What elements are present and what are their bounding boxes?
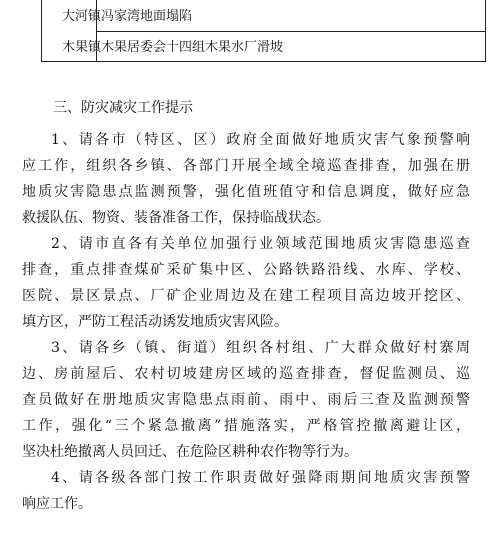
paragraph-1 [22,127,470,231]
paragraph-line: 填方区，严防工程活动诱发地质灾害风险。 [22,314,288,330]
paragraph-line: 1、请各市（特区、区）政府全面做好地质灾害气象预警响 [51,132,470,148]
section-heading: 三、防灾减灾工作提示 [53,100,193,116]
paragraph-line: 工作，强化“三个紧急撤离”措施落实，严格管控撤离避让区， [22,418,470,434]
paragraph-3 [22,335,470,465]
paragraph-line: 排查，重点排查煤矿采矿集中区、公路铁路沿线、水库、学校、 [22,262,470,278]
table-cell-hazard-1: 大河镇冯家湾地面塌陷 [62,9,193,24]
paragraph-line: 边、房前屋后、农村切坡建房区域的巡查排查，督促监测员、巡 [22,366,470,382]
table-row-divider [96,31,485,32]
table-cell-hazard-2: 木果镇木果居委会十四组木果水厂滑坡 [62,40,284,55]
paragraph-2 [22,231,470,335]
paragraph-line: 4、请各级各部门按工作职责做好强降雨期间地质灾害预警 [51,470,470,486]
paragraph-line: 医院、景区景点、厂矿企业周边及在建工程项目高边坡开挖区、 [22,288,470,304]
paragraph-line: 应工作，组织各乡镇、各部门开展全域全境巡查排查，加强在册 [22,158,470,174]
paragraph-line: 3、请各乡（镇、街道）组织各村组、广大群众做好村寨周 [51,340,470,356]
paragraph-line: 坚决杜绝撤离人员回迁、在危险区耕种农作物等行为。 [22,444,358,460]
paragraph-4 [22,465,470,517]
paragraph-line: 查员做好在册地质灾害隐患点雨前、雨中、雨后三查及监测预警 [22,392,470,408]
paragraph-line: 救援队伍、物资、装备准备工作，保持临战状态。 [22,210,330,226]
paragraph-line: 地质灾害隐患点监测预警，强化值班值守和信息调度，做好应急 [22,184,470,200]
paragraph-line: 响应工作。 [22,496,92,512]
paragraph-line: 2、请市直各有关单位加强行业领域范围地质灾害隐患巡查 [51,236,470,252]
